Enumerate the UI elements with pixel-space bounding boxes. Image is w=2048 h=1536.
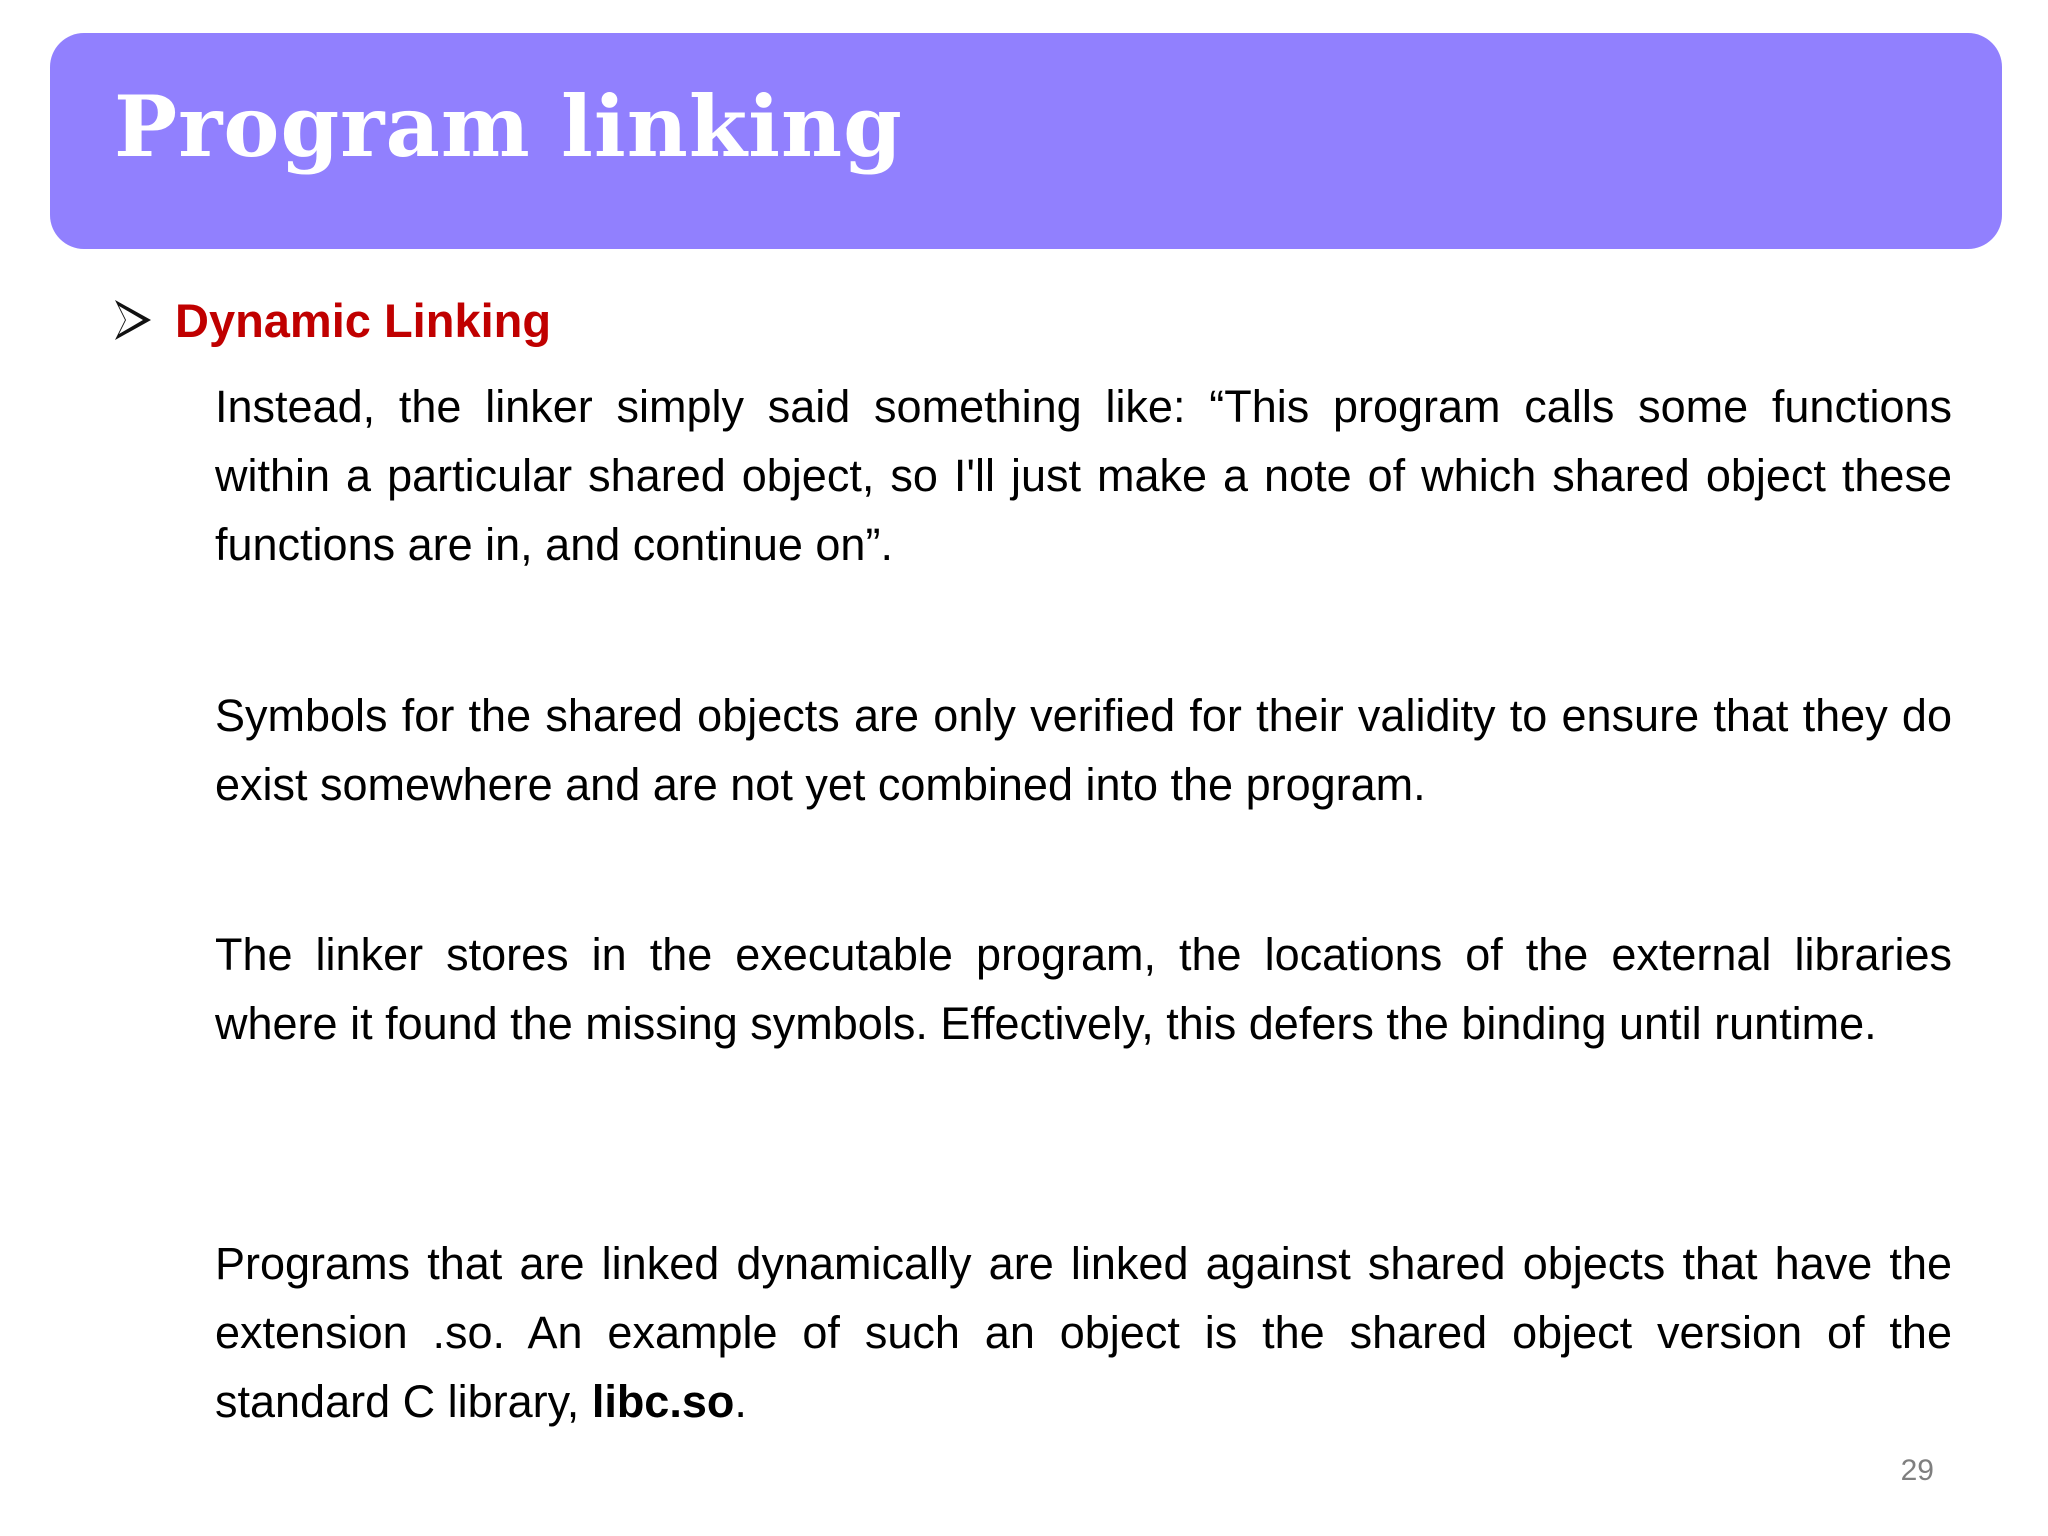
title-bar bbox=[50, 33, 2002, 249]
paragraph-4-text: Programs that are linked dynamically are linked against shared objects that have the extension .so. An example of such an object is the shared object version of the standard C library, bbox=[215, 1238, 1952, 1427]
paragraph-2: Symbols for the shared objects are only verified for their validity to ensure that they do exist somewhere and are not yet combined into the program. bbox=[215, 690, 1952, 810]
page-number: 29 bbox=[1900, 1454, 1934, 1487]
paragraph-4-tail: . bbox=[734, 1376, 747, 1427]
paragraph-4 bbox=[215, 1229, 1952, 1436]
paragraph-1: Instead, the linker simply said something like: “This program calls some functions within a particular shared object, so I'll just make a note of which shared object these functions are in, and continue on”. bbox=[215, 381, 1952, 570]
section-heading bbox=[113, 290, 551, 350]
slide-title: Program linking bbox=[114, 77, 903, 176]
paragraph-3: The linker stores in the executable program, the locations of the external libraries where it found the missing symbols. Effectively, this defers the binding until runtime. bbox=[215, 929, 1952, 1049]
arrow-bullet-icon bbox=[113, 298, 153, 342]
section-label: Dynamic Linking bbox=[175, 293, 552, 347]
libc-name: libc.so bbox=[591, 1376, 735, 1427]
